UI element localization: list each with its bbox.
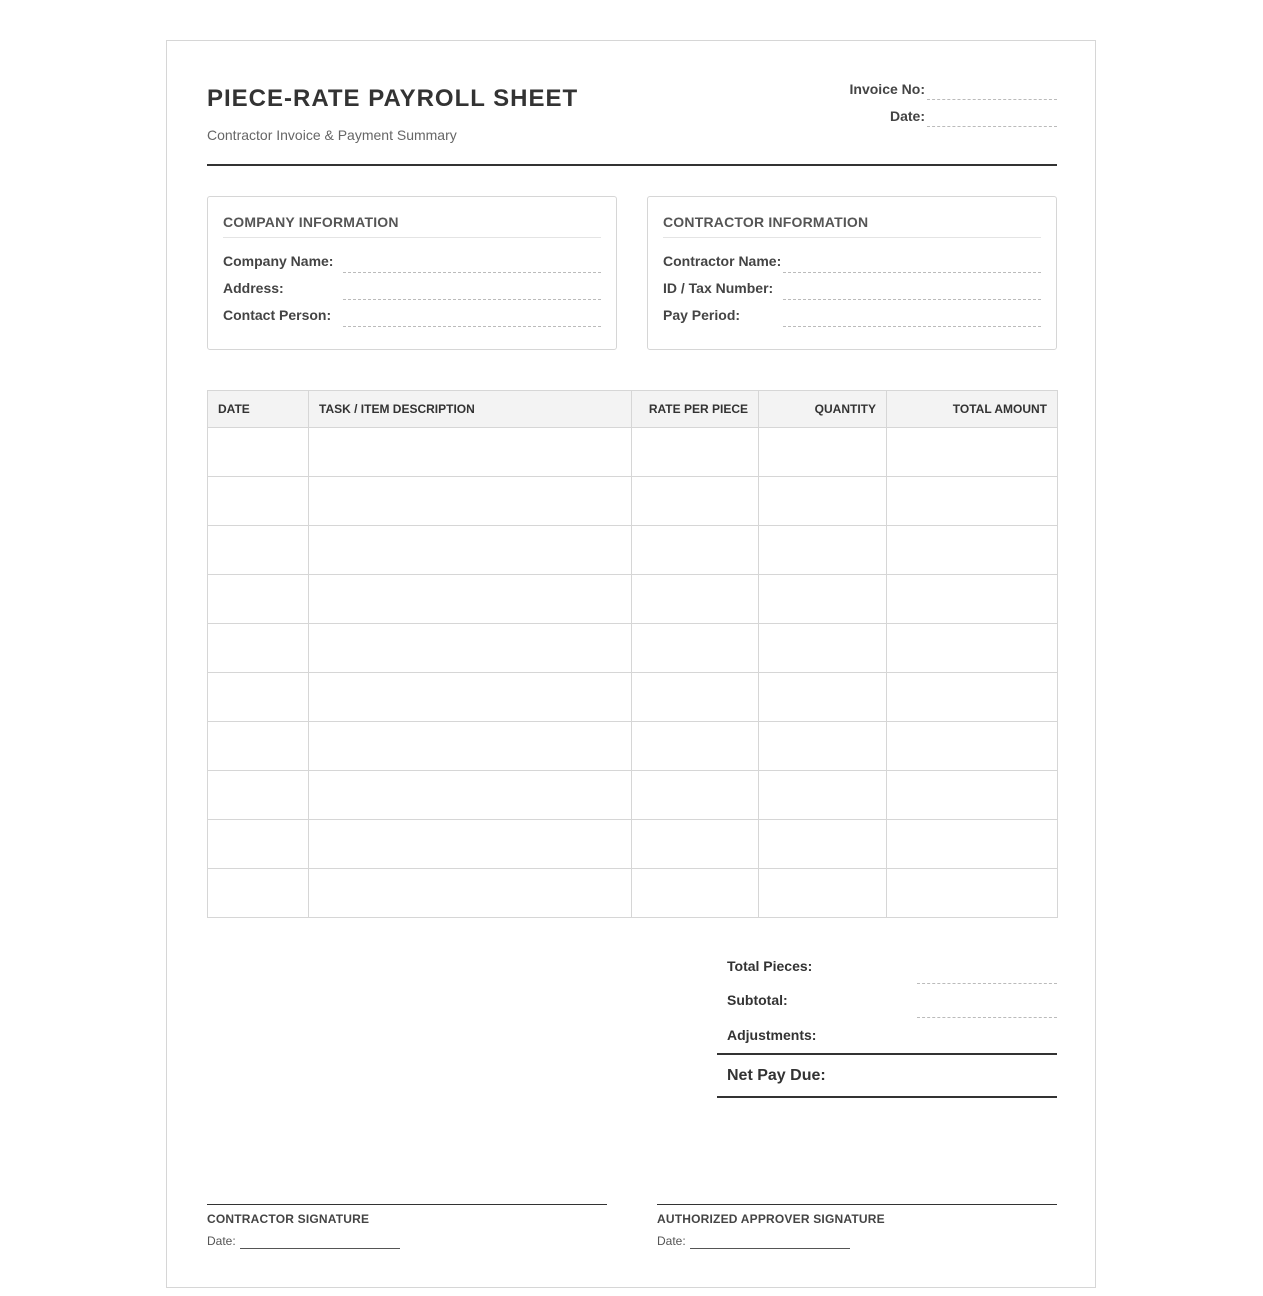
company-information-box bbox=[207, 196, 617, 350]
rate-cell[interactable] bbox=[632, 820, 759, 869]
table-row bbox=[208, 869, 1058, 918]
company-name-label: Company Name: bbox=[223, 253, 334, 269]
header-divider bbox=[207, 164, 1057, 166]
company-address-input[interactable] bbox=[343, 299, 601, 300]
rate-cell[interactable] bbox=[632, 771, 759, 820]
column-header-description: TASK / ITEM DESCRIPTION bbox=[309, 391, 632, 428]
total-cell[interactable] bbox=[887, 869, 1058, 918]
table-row bbox=[208, 820, 1058, 869]
net-pay-due-label: Net Pay Due: bbox=[727, 1067, 826, 1084]
date-cell[interactable] bbox=[208, 869, 309, 918]
contractor-information-box bbox=[647, 196, 1057, 350]
approver-signature-date bbox=[657, 1234, 1057, 1248]
quantity-cell[interactable] bbox=[759, 428, 887, 477]
date-cell[interactable] bbox=[208, 624, 309, 673]
description-cell[interactable] bbox=[309, 869, 632, 918]
total-pieces-field[interactable] bbox=[917, 983, 1057, 984]
description-cell[interactable] bbox=[309, 771, 632, 820]
subtotal-row bbox=[717, 985, 1057, 1015]
table-row bbox=[208, 575, 1058, 624]
pay-period-input[interactable] bbox=[783, 326, 1041, 327]
rate-cell[interactable] bbox=[632, 722, 759, 771]
rate-cell[interactable] bbox=[632, 673, 759, 722]
approver-signature-block bbox=[657, 1204, 1057, 1248]
date-cell[interactable] bbox=[208, 722, 309, 771]
adjustments-row bbox=[717, 1020, 1057, 1050]
quantity-cell[interactable] bbox=[759, 526, 887, 575]
rate-cell[interactable] bbox=[632, 526, 759, 575]
tax-number-label: ID / Tax Number: bbox=[663, 280, 774, 296]
quantity-cell[interactable] bbox=[759, 722, 887, 771]
invoice-number-row bbox=[850, 81, 1057, 97]
company-information-title: COMPANY INFORMATION bbox=[223, 214, 399, 230]
approver-date-label: Date: bbox=[657, 1234, 686, 1248]
date-cell[interactable] bbox=[208, 820, 309, 869]
invoice-number-field[interactable] bbox=[927, 99, 1057, 100]
description-cell[interactable] bbox=[309, 526, 632, 575]
quantity-cell[interactable] bbox=[759, 869, 887, 918]
tax-number-input[interactable] bbox=[783, 299, 1041, 300]
table-row bbox=[208, 673, 1058, 722]
rate-cell[interactable] bbox=[632, 624, 759, 673]
contractor-name-input[interactable] bbox=[783, 272, 1041, 273]
column-header-total: TOTAL AMOUNT bbox=[887, 391, 1058, 428]
approver-signature-line[interactable] bbox=[657, 1204, 1057, 1205]
rate-cell[interactable] bbox=[632, 477, 759, 526]
quantity-cell[interactable] bbox=[759, 575, 887, 624]
company-name-field bbox=[223, 253, 601, 273]
description-cell[interactable] bbox=[309, 575, 632, 624]
rate-cell[interactable] bbox=[632, 428, 759, 477]
total-cell[interactable] bbox=[887, 820, 1058, 869]
approver-signature-label: AUTHORIZED APPROVER SIGNATURE bbox=[657, 1212, 885, 1226]
invoice-date-label: Date: bbox=[889, 108, 925, 124]
description-cell[interactable] bbox=[309, 722, 632, 771]
date-cell[interactable] bbox=[208, 428, 309, 477]
contractor-signature-line[interactable] bbox=[207, 1204, 607, 1205]
quantity-cell[interactable] bbox=[759, 820, 887, 869]
table-row bbox=[208, 477, 1058, 526]
description-cell[interactable] bbox=[309, 673, 632, 722]
total-pieces-label: Total Pieces: bbox=[727, 958, 813, 974]
subtotal-label: Subtotal: bbox=[727, 992, 788, 1008]
total-cell[interactable] bbox=[887, 624, 1058, 673]
description-cell[interactable] bbox=[309, 428, 632, 477]
contractor-signature-block bbox=[207, 1204, 607, 1248]
total-cell[interactable] bbox=[887, 428, 1058, 477]
description-cell[interactable] bbox=[309, 624, 632, 673]
rate-cell[interactable] bbox=[632, 869, 759, 918]
contractor-date-label: Date: bbox=[207, 1234, 236, 1248]
total-cell[interactable] bbox=[887, 722, 1058, 771]
total-cell[interactable] bbox=[887, 771, 1058, 820]
table-row bbox=[208, 624, 1058, 673]
company-name-input[interactable] bbox=[343, 272, 601, 273]
net-pay-due-row bbox=[717, 1053, 1057, 1098]
contractor-name-field bbox=[663, 253, 1041, 273]
column-header-rate: RATE PER PIECE bbox=[632, 391, 759, 428]
quantity-cell[interactable] bbox=[759, 673, 887, 722]
quantity-cell[interactable] bbox=[759, 771, 887, 820]
table-header-row bbox=[208, 391, 1058, 428]
contractor-title-divider bbox=[663, 237, 1041, 238]
contractor-information-title: CONTRACTOR INFORMATION bbox=[663, 214, 869, 230]
company-title-divider bbox=[223, 237, 601, 238]
table-row bbox=[208, 428, 1058, 477]
rate-cell[interactable] bbox=[632, 575, 759, 624]
pay-period-field bbox=[663, 307, 1041, 327]
table-body bbox=[208, 428, 1058, 918]
date-cell[interactable] bbox=[208, 673, 309, 722]
contractor-signature-date bbox=[207, 1234, 607, 1248]
total-cell[interactable] bbox=[887, 673, 1058, 722]
total-pieces-row bbox=[717, 951, 1057, 981]
company-address-label: Address: bbox=[223, 280, 284, 296]
contact-person-label: Contact Person: bbox=[223, 307, 332, 323]
quantity-cell[interactable] bbox=[759, 624, 887, 673]
subtotal-field[interactable] bbox=[917, 1017, 1057, 1018]
table-row bbox=[208, 526, 1058, 575]
date-cell[interactable] bbox=[208, 526, 309, 575]
invoice-date-row bbox=[890, 108, 1057, 124]
adjustments-label: Adjustments: bbox=[727, 1027, 817, 1043]
description-cell[interactable] bbox=[309, 820, 632, 869]
contractor-signature-label: CONTRACTOR SIGNATURE bbox=[207, 1212, 370, 1226]
contact-person-field bbox=[223, 307, 601, 327]
date-cell[interactable] bbox=[208, 771, 309, 820]
document-subtitle: Contractor Invoice & Payment Summary bbox=[207, 127, 457, 143]
description-cell[interactable] bbox=[309, 477, 632, 526]
total-cell[interactable] bbox=[887, 575, 1058, 624]
piece-rate-items-table bbox=[207, 390, 1058, 918]
column-header-quantity: QUANTITY bbox=[759, 391, 887, 428]
table-row bbox=[208, 771, 1058, 820]
total-cell[interactable] bbox=[887, 477, 1058, 526]
contractor-name-label: Contractor Name: bbox=[663, 253, 782, 269]
pay-period-label: Pay Period: bbox=[663, 307, 741, 323]
payroll-sheet-page bbox=[166, 40, 1096, 1288]
company-address-field bbox=[223, 280, 601, 300]
date-cell[interactable] bbox=[208, 575, 309, 624]
contact-person-input[interactable] bbox=[343, 326, 601, 327]
contractor-date-field[interactable] bbox=[240, 1248, 400, 1249]
invoice-date-field[interactable] bbox=[927, 126, 1057, 127]
column-header-date: DATE bbox=[208, 391, 309, 428]
invoice-number-label: Invoice No: bbox=[849, 81, 925, 97]
tax-number-field bbox=[663, 280, 1041, 300]
document-title: PIECE-RATE PAYROLL SHEET bbox=[207, 85, 579, 112]
table-row bbox=[208, 722, 1058, 771]
quantity-cell[interactable] bbox=[759, 477, 887, 526]
total-cell[interactable] bbox=[887, 526, 1058, 575]
approver-date-field[interactable] bbox=[690, 1248, 850, 1249]
date-cell[interactable] bbox=[208, 477, 309, 526]
